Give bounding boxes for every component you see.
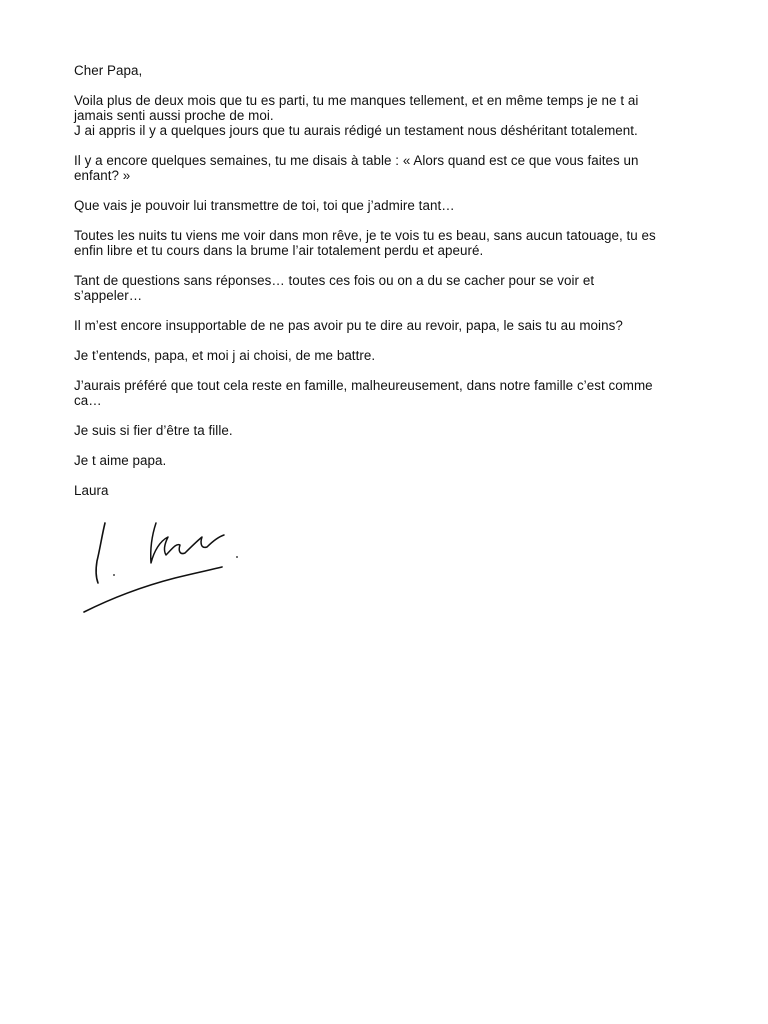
signature-stroke — [151, 523, 224, 563]
paragraph-7 — [74, 348, 714, 363]
paragraph-line: jamais senti aussi proche de moi. — [74, 108, 274, 123]
paragraph-4 — [74, 228, 714, 258]
signature-dot — [113, 574, 115, 576]
paragraph-1 — [74, 93, 714, 138]
paragraph-line: J ai appris il y a quelques jours que tu aurais rédigé un testament nous déshéritant totalement. — [74, 123, 638, 138]
signature-stroke — [96, 523, 105, 583]
paragraph-line: Je suis si fier d’être ta fille. — [74, 423, 233, 438]
paragraph-line: ca… — [74, 393, 102, 408]
signature-dot — [236, 556, 238, 558]
paragraph-6 — [74, 318, 714, 333]
handwritten-signature — [80, 515, 250, 615]
signoff-name: Laura — [74, 483, 109, 498]
paragraph-5 — [74, 273, 714, 303]
greeting: Cher Papa, — [74, 63, 143, 78]
paragraph-10 — [74, 453, 714, 468]
paragraph-2 — [74, 153, 714, 183]
letter-body — [74, 63, 714, 498]
paragraph-line: Je t aime papa. — [74, 453, 167, 468]
paragraph-line: Toutes les nuits tu viens me voir dans mon rêve, je te vois tu es beau, sans aucun tatouage, tu es — [74, 228, 656, 243]
paragraph-line: Tant de questions sans réponses… toutes ces fois ou on a du se cacher pour se voir et — [74, 273, 595, 288]
paragraph-line: Voila plus de deux mois que tu es parti, tu me manques tellement, et en même temps je ne t ai — [74, 93, 639, 108]
paragraph-line: Il m’est encore insupportable de ne pas avoir pu te dire au revoir, papa, le sais tu au moins? — [74, 318, 623, 333]
paragraph-line: J’aurais préféré que tout cela reste en famille, malheureusement, dans notre famille c’est comme — [74, 378, 653, 393]
paragraph-line: s’appeler… — [74, 288, 143, 303]
paragraph-line: enfin libre et tu cours dans la brume l’air totalement perdu et apeuré. — [74, 243, 484, 258]
signature-underline — [84, 567, 222, 612]
paragraph-line: enfant? » — [74, 168, 131, 183]
paragraph-8 — [74, 378, 714, 408]
paragraph-3 — [74, 198, 714, 213]
paragraph-9 — [74, 423, 714, 438]
paragraph-line: Que vais je pouvoir lui transmettre de toi, toi que j’admire tant… — [74, 198, 455, 213]
paragraph-line: Je t’entends, papa, et moi j ai choisi, de me battre. — [74, 348, 376, 363]
paragraph-line: Il y a encore quelques semaines, tu me disais à table : « Alors quand est ce que vous faites un — [74, 153, 639, 168]
